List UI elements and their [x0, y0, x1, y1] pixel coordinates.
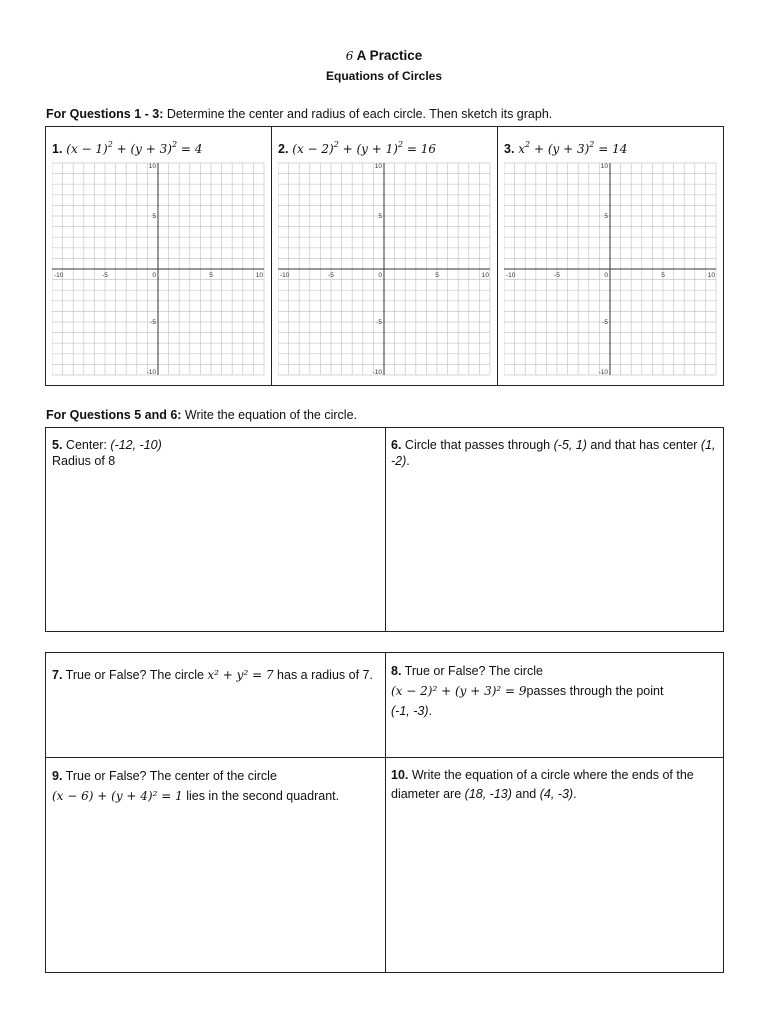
x-tick-label: -10	[506, 272, 516, 279]
x-tick-label: -5	[328, 272, 334, 279]
y-tick-label: 10	[374, 163, 382, 170]
q10-point-1: (18, -13)	[464, 787, 512, 801]
y-tick-label: -10	[598, 369, 608, 376]
q6-point: (-5, 1)	[553, 438, 587, 452]
q7-text-b: has a radius of 7.	[273, 668, 373, 682]
x-tick-label: 5	[209, 272, 213, 279]
q2-number: 2.	[278, 142, 289, 156]
q6-text-b: and that has center	[586, 438, 701, 452]
divider	[271, 127, 272, 385]
q2-term-b: (y + 1)	[356, 142, 398, 156]
y-tick-label: -10	[372, 369, 382, 376]
q2-term-a: (x − 2)	[292, 142, 334, 156]
q9-number: 9.	[52, 769, 63, 783]
q8-number: 8.	[391, 664, 402, 678]
q5-text-a: Center:	[62, 438, 111, 452]
true-false-box	[45, 652, 724, 973]
q7-equation: x² + y² = 7	[207, 668, 274, 682]
q5-text-b: Radius of 8	[52, 454, 116, 468]
question-8	[385, 655, 723, 727]
question-1: 1. $(x - 1)^2 + (y + 3)^2 = 4$	[52, 140, 203, 156]
q6-number: 6.	[391, 438, 402, 452]
y-tick-label: 10	[600, 163, 608, 170]
q9-text-a: True or False? The center of the circle	[62, 769, 277, 783]
x-tick-label: 10	[481, 272, 489, 279]
q10-number: 10.	[391, 768, 409, 782]
title-text: A Practice	[356, 48, 423, 63]
x-tick-label: 5	[661, 272, 665, 279]
x-tick-label: 0	[378, 272, 382, 279]
question-3: 3. $x^2 + (y + 3)^2 = 14$	[504, 140, 628, 156]
x-tick-label: 5	[435, 272, 439, 279]
x-tick-label: 10	[707, 272, 715, 279]
coordinate-grid-1[interactable]	[52, 161, 266, 381]
question-10	[385, 760, 723, 810]
y-tick-label: -5	[376, 319, 382, 326]
question-9	[46, 760, 384, 812]
q3-term-b: (y + 3)	[547, 142, 590, 156]
y-tick-label: -10	[146, 369, 156, 376]
equation-questions-box	[45, 427, 724, 632]
q1-number: 1.	[52, 142, 63, 156]
y-tick-label: 10	[148, 163, 156, 170]
q10-and: and	[511, 787, 540, 801]
x-tick-label: 0	[152, 272, 156, 279]
x-tick-label: 10	[255, 272, 263, 279]
q6-text-a: Circle that passes through	[401, 438, 554, 452]
divider	[46, 757, 723, 758]
y-tick-label: 5	[378, 213, 382, 220]
q3-number: 3.	[504, 142, 515, 156]
q2-rhs: 16	[420, 142, 437, 156]
q1-term-a: (x − 1)	[66, 142, 108, 156]
q10-end: .	[573, 787, 577, 801]
q3-term-a: x	[518, 142, 526, 156]
page-subtitle: Equations of Circles	[325, 69, 443, 83]
question-7	[46, 661, 384, 689]
section1-instructions	[46, 107, 552, 121]
question-6	[385, 431, 723, 475]
q9-text-b: lies in the second quadrant.	[182, 789, 340, 803]
title-prefix: 6	[345, 49, 354, 63]
section2-label: For Questions 5 and 6:	[46, 408, 182, 422]
q10-point-2: (4, -3)	[539, 787, 574, 801]
q8-end: .	[428, 704, 432, 718]
y-tick-label: -5	[602, 319, 608, 326]
y-tick-label: 5	[604, 213, 608, 220]
x-tick-label: -10	[280, 272, 290, 279]
q5-number: 5.	[52, 438, 63, 452]
q7-number: 7.	[52, 668, 63, 682]
q5-center: (-12, -10)	[110, 438, 162, 452]
q3-rhs: 14	[612, 142, 628, 156]
y-tick-label: -5	[150, 319, 156, 326]
divider	[497, 127, 498, 385]
section1-label: For Questions 1 - 3:	[46, 107, 164, 121]
x-tick-label: -5	[102, 272, 108, 279]
page-title	[0, 48, 768, 63]
q9-equation: (x − 6) + (y + 4)² = 1	[52, 789, 183, 803]
q10-text-a: Write the equation of a circle where the ends of the diameter are	[391, 768, 694, 801]
q6-center: (1, -2)	[391, 438, 716, 468]
graph-questions-box	[45, 126, 724, 386]
q1-term-b: (y + 3)	[130, 142, 172, 156]
q8-text-a: True or False? The circle	[401, 664, 543, 678]
q8-text-b: passes through the point	[526, 684, 664, 698]
x-tick-label: -5	[554, 272, 560, 279]
y-tick-label: 5	[152, 213, 156, 220]
q7-text-a: True or False? The circle	[62, 668, 208, 682]
q8-equation: (x − 2)² + (y + 3)² = 9	[391, 684, 527, 698]
x-tick-label: -10	[54, 272, 64, 279]
section2-instructions	[46, 408, 357, 422]
coordinate-grid-3[interactable]	[504, 161, 718, 381]
question-2: 2. $(x - 2)^2 + (y + 1)^2 = 16$	[278, 140, 437, 156]
section2-text: Write the equation of the circle.	[181, 408, 357, 422]
question-5	[46, 431, 384, 475]
x-tick-label: 0	[604, 272, 608, 279]
section1-text: Determine the center and radius of each circle. Then sketch its graph.	[163, 107, 553, 121]
q8-point: (-1, -3)	[391, 704, 429, 718]
q1-rhs: 4	[194, 142, 203, 156]
q6-end: .	[406, 454, 410, 468]
coordinate-grid-2[interactable]	[278, 161, 492, 381]
